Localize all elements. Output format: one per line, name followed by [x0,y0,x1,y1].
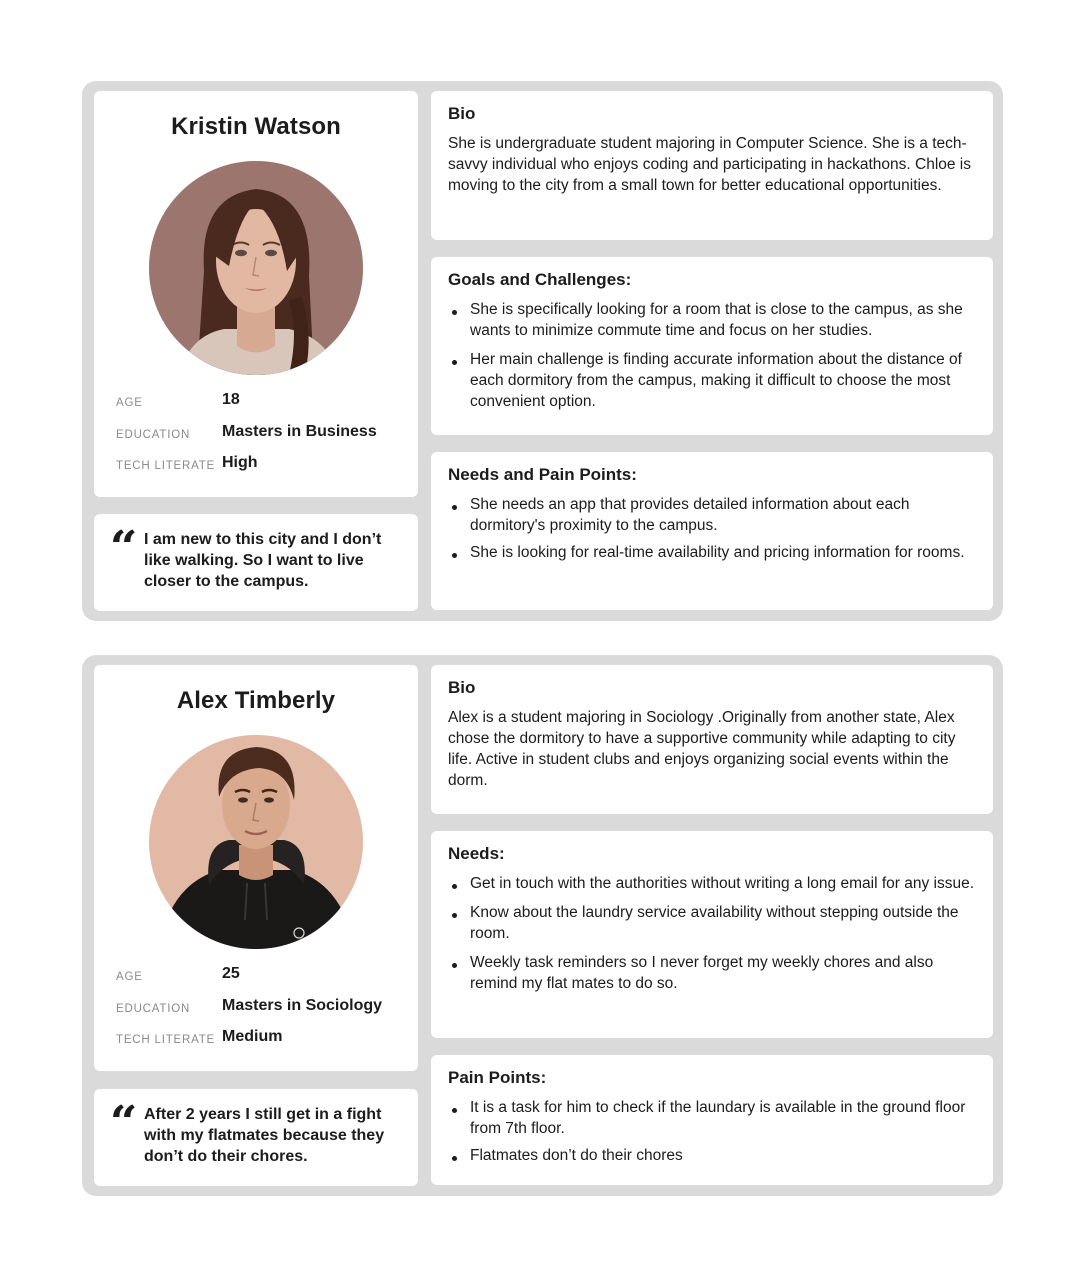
persona-card-kristin [82,81,1003,621]
attr-age [116,965,406,997]
bullet-icon [452,553,457,558]
bio-title: Bio [448,104,476,123]
list-item-text: Flatmates don’t do their chores [470,1147,683,1164]
list-item [448,299,976,341]
avatar [149,735,363,949]
needs-pain-panel [431,452,993,610]
goals-panel [431,257,993,435]
needs-title: Needs: [448,844,505,863]
attr-value: Medium [222,1028,283,1045]
bullet-icon [452,310,457,315]
attr-label: EDUCATION [116,1002,191,1015]
bio-text: Alex is a student majoring in Sociology .Originally from another state, Alex chose the dormitory to have a supportive community while adapting to city life. Active in student clubs and enjoys organizing social events within the dorm. [448,709,956,789]
attr-tech-literate [116,454,406,486]
quote-text: After 2 years I still get in a fight with my flatmates because they don’t do their chores. [144,1106,385,1165]
attr-age [116,391,406,423]
list-item-text: Know about the laundry service availability without stepping outside the room. [470,904,959,942]
bullet-icon [452,1156,457,1161]
list-item-text: She is specifically looking for a room that is close to the campus, as she wants to minimize commute time and focus on her studies. [470,301,963,339]
pain-points-title: Pain Points: [448,1068,547,1087]
bullet-icon [452,963,457,968]
attr-value: 25 [222,965,240,982]
pain-points-list [448,1097,976,1166]
list-item [448,542,976,563]
quote-text: I am new to this city and I don’t like walking. So I want to live closer to the campus. [144,531,382,590]
quote-icon: “ [109,1097,138,1148]
list-item-text: It is a task for him to check if the laundary is available in the ground floor from 7th floor. [470,1099,966,1137]
list-item-text: Her main challenge is finding accurate information about the distance of each dormitory from the campus, making it difficult to choose the most convenient option. [470,351,962,410]
persona-name: Alex Timberly [176,687,336,714]
list-item-text: She is looking for real-time availability and pricing information for rooms. [470,544,965,561]
list-item-text: She needs an app that provides detailed information about each dormitory's proximity to the campus. [470,496,910,534]
attr-value: 18 [222,391,240,408]
needs-list [448,873,976,994]
attr-value: Masters in Sociology [222,996,383,1014]
bullet-icon [452,884,457,889]
list-item [448,952,976,994]
quote-card [94,1089,418,1186]
list-item [448,349,976,412]
goals-list [448,299,976,412]
list-item [448,902,976,944]
persona-name: Kristin Watson [171,113,341,140]
avatar [149,161,363,375]
profile-card [94,91,418,497]
bullet-icon [452,913,457,918]
attr-label: TECH LITERATE [116,1034,216,1046]
attr-education [116,423,406,455]
quote-icon: “ [109,522,138,573]
attr-label: AGE [116,971,143,983]
needs-pain-title: Needs and Pain Points: [448,465,637,484]
attribute-list [116,391,406,486]
persona-card-alex [82,655,1003,1196]
list-item [448,1145,976,1166]
bio-title: Bio [448,678,476,697]
goals-title: Goals and Challenges: [448,270,632,289]
bullet-icon [452,505,457,510]
attr-value: Masters in Business [222,422,377,440]
bio-panel [431,91,993,240]
attr-label: AGE [116,397,143,409]
attr-label: TECH LITERATE [116,460,216,472]
attr-value: High [222,454,258,471]
attr-label: EDUCATION [116,428,191,441]
bio-text: She is undergraduate student majoring in Computer Science. She is a tech-savvy individual who enjoys coding and participating in hackathons. Chloe is moving to the city from a small town for better educational opportunities. [448,135,972,194]
list-item [448,1097,976,1139]
bio-panel [431,665,993,814]
list-item [448,494,976,536]
quote-card [94,514,418,611]
needs-pain-list [448,494,976,563]
attribute-list [116,965,406,1060]
bullet-icon [452,1108,457,1113]
needs-panel [431,831,993,1038]
attr-tech-literate [116,1028,406,1060]
profile-card [94,665,418,1071]
pain-points-panel [431,1055,993,1185]
attr-education [116,997,406,1029]
bullet-icon [452,360,457,365]
list-item [448,873,976,894]
list-item-text: Weekly task reminders so I never forget my weekly chores and also remind my flat mates to do so. [470,954,934,992]
list-item-text: Get in touch with the authorities without writing a long email for any issue. [470,875,975,892]
